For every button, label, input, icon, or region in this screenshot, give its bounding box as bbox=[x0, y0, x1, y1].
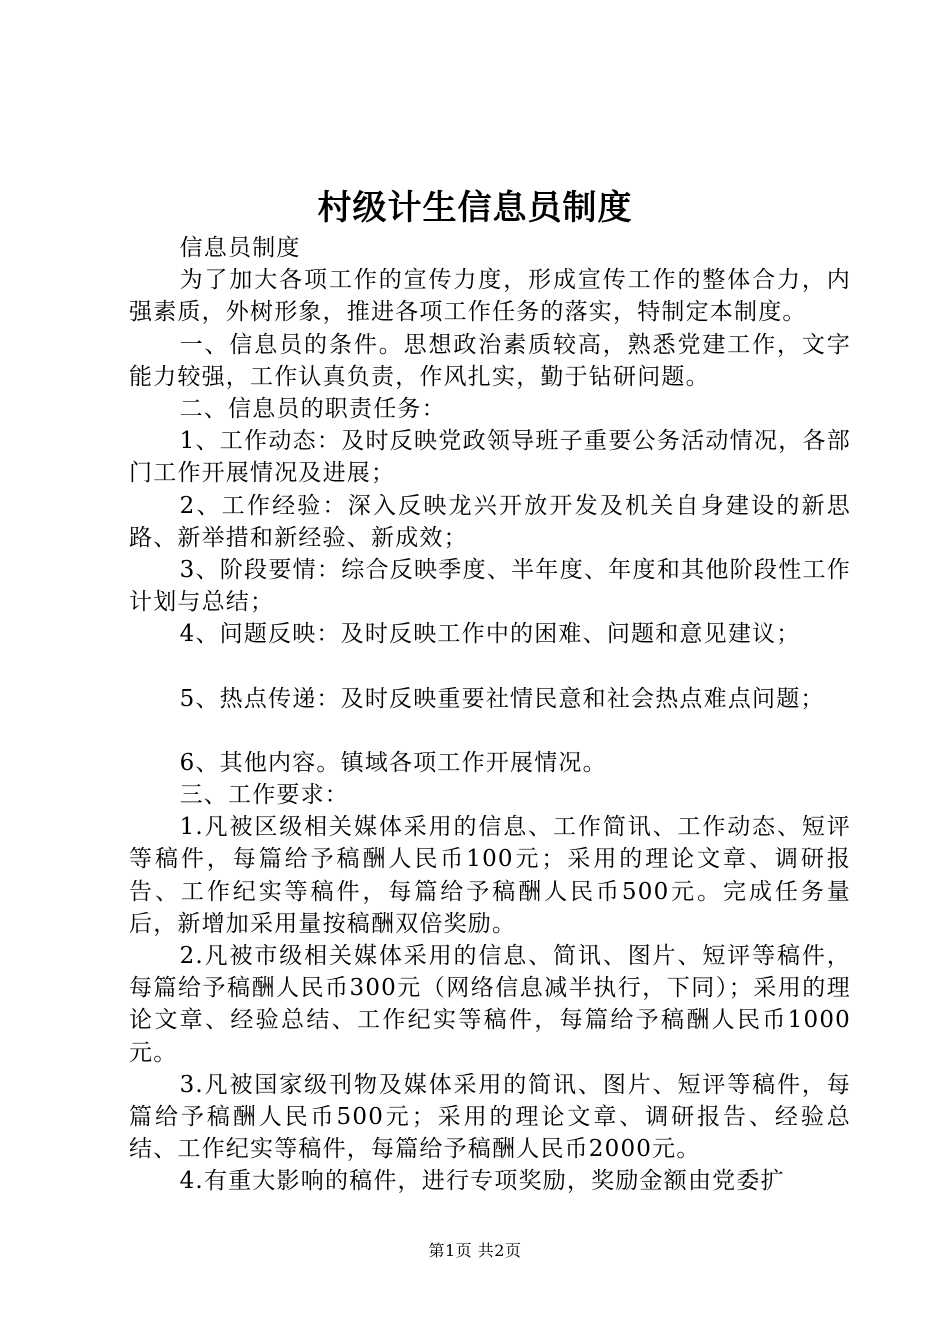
paragraph: 3.凡被国家级刊物及媒体采用的简讯、图片、短评等稿件，每篇给予稿酬人民币500元；采用的理论文章、调研报告、经验总结、工作纪实等稿件，每篇给予稿酬人民币2000元。 bbox=[129, 1071, 851, 1163]
blank-line bbox=[129, 651, 851, 683]
paragraph: 为了加大各项工作的宣传力度，形成宣传工作的整体合力，内强素质，外树形象，推进各项工作任务的落实，特制定本制度。 bbox=[129, 267, 851, 326]
paragraph: 三、工作要求： bbox=[179, 782, 349, 809]
paragraph: 2.凡被市级相关媒体采用的信息、简讯、图片、短评等稿件，每篇给予稿酬人民币300元（网络信息减半执行，下同）；采用的理论文章、经验总结、工作纪实等稿件，每篇给予稿酬人民币1000元。 bbox=[129, 943, 851, 1066]
blank-line bbox=[129, 715, 851, 747]
paragraph: 4、问题反映：及时反映工作中的困难、问题和意见建议； bbox=[179, 621, 801, 648]
paragraph: 4.有重大影响的稿件，进行专项奖励，奖励金额由党委扩 bbox=[179, 1168, 785, 1195]
paragraph: 1.凡被区级相关媒体采用的信息、工作简讯、工作动态、短评等稿件，每篇给予稿酬人民币100元；采用的理论文章、调研报告、工作纪实等稿件，每篇给予稿酬人民币500元。完成任务量后，新增加采用量按稿酬双倍奖励。 bbox=[129, 814, 851, 937]
paragraph: 1、工作动态：及时反映党政领导班子重要公务活动情况，各部门工作开展情况及进展； bbox=[129, 428, 851, 487]
document-body bbox=[129, 232, 851, 1198]
paragraph: 6、其他内容。镇域各项工作开展情况。 bbox=[179, 749, 607, 776]
paragraph: 一、信息员的条件。思想政治素质较高，熟悉党建工作，文字能力较强，工作认真负责，作风扎实，勤于钻研问题。 bbox=[129, 331, 851, 390]
document-title: 村级计生信息员制度 bbox=[317, 188, 633, 228]
paragraph: 二、信息员的职责任务： bbox=[179, 396, 446, 423]
paragraph: 5、热点传递：及时反映重要社情民意和社会热点难点问题； bbox=[179, 685, 825, 712]
page-footer: 第1页 共2页 bbox=[428, 1241, 522, 1260]
paragraph: 2、工作经验：深入反映龙兴开放开发及机关自身建设的新思路、新举措和新经验、新成效； bbox=[129, 492, 851, 551]
paragraph: 信息员制度 bbox=[179, 235, 301, 261]
paragraph: 3、阶段要情：综合反映季度、半年度、年度和其他阶段性工作计划与总结； bbox=[129, 557, 851, 616]
